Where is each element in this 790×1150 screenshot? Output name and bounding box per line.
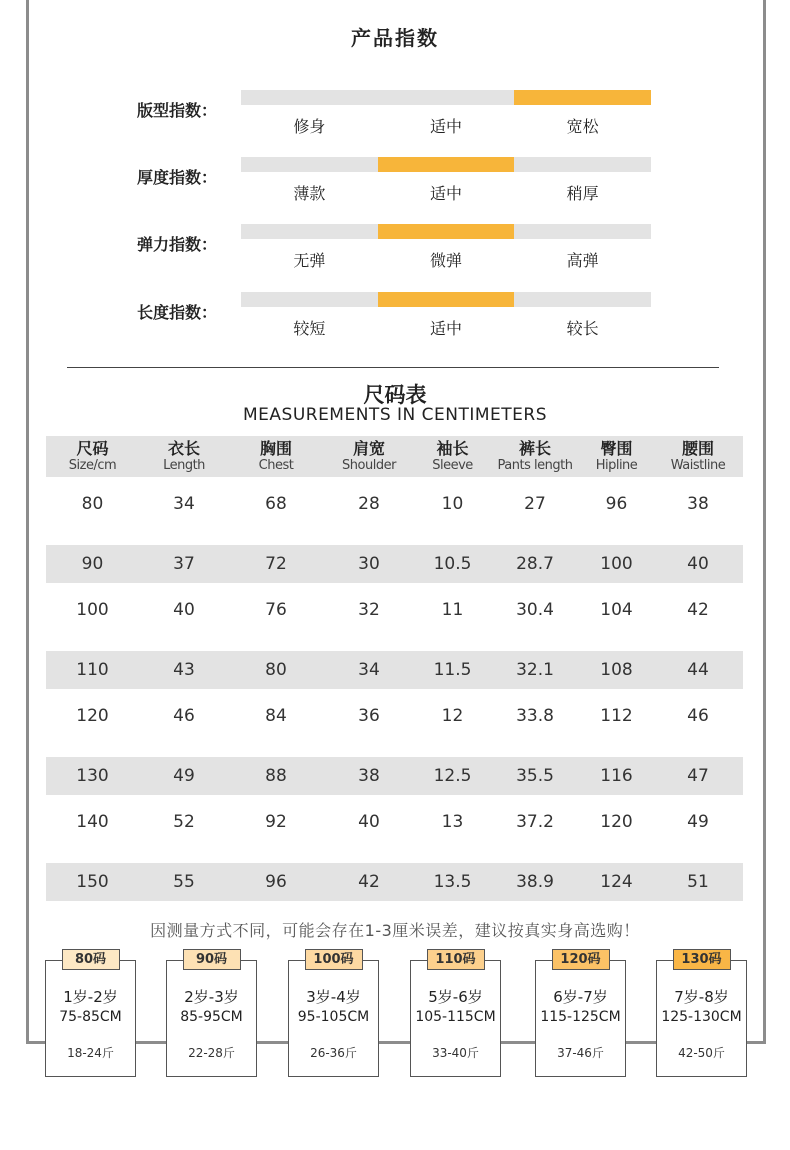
index-label: 版型指数： [137, 101, 218, 120]
card-weight-range: 26-36斤 [310, 1046, 357, 1060]
table-header-cell [415, 436, 490, 477]
size-card [535, 952, 626, 1077]
index-option-label: 较短 [293, 319, 326, 338]
table-cell: 88 [265, 766, 287, 786]
table-row [46, 545, 743, 583]
table-cell: 46 [687, 705, 709, 726]
size-table-title: 尺码表 [363, 383, 427, 407]
table-cell: 124 [600, 872, 633, 892]
table-cell: 42 [687, 599, 709, 620]
frame-bottom-border [26, 1041, 766, 1044]
index-options [241, 248, 651, 271]
index-option-label: 微弹 [430, 251, 463, 270]
table-cell: 72 [265, 554, 287, 574]
index-bar-segment [378, 90, 515, 105]
card-height-range: 95-105CM [297, 1009, 370, 1025]
index-bar [241, 157, 651, 172]
size-table [46, 436, 743, 901]
size-card [45, 952, 136, 1077]
index-options [241, 114, 651, 137]
table-cell: 100 [600, 554, 633, 574]
card-weight-range: 18-24斤 [67, 1046, 114, 1060]
measurement-note: 因测量方式不同，可能会存在1-3厘米误差，建议按真实身高选购！ [150, 921, 640, 940]
header-zh-label: 肩宽 [352, 439, 385, 458]
table-cell: 130 [76, 766, 109, 786]
card-age-range: 1岁-2岁 [63, 988, 118, 1006]
table-header-cell [46, 436, 139, 477]
table-cell: 108 [600, 660, 633, 680]
card-weight-range: 42-50斤 [678, 1046, 725, 1060]
header-en-label: Waistline [670, 458, 726, 473]
table-cell: 49 [687, 811, 709, 832]
product-index-title: 产品指数 [351, 26, 439, 50]
table-cell: 40 [358, 811, 380, 832]
card-weight-range: 22-28斤 [188, 1046, 235, 1060]
table-cell: 13.5 [433, 872, 472, 892]
table-cell: 42 [358, 872, 380, 892]
table-cell: 44 [687, 660, 709, 680]
table-cell: 34 [358, 660, 380, 680]
index-option-label: 无弹 [293, 251, 326, 270]
index-bar-active-segment [378, 224, 515, 239]
table-cell: 11 [441, 599, 464, 620]
table-cell: 51 [687, 872, 709, 892]
table-cell: 32 [358, 599, 380, 620]
index-bar [241, 292, 651, 307]
index-option-label: 高弹 [566, 251, 599, 270]
index-label: 长度指数： [137, 303, 218, 322]
header-en-label: Sleeve [432, 458, 473, 473]
table-cell: 47 [687, 766, 709, 786]
index-option-label: 薄款 [293, 184, 326, 203]
index-label: 厚度指数： [137, 168, 218, 187]
card-height-range: 75-85CM [59, 1009, 122, 1025]
size-badge: 100码 [305, 949, 363, 970]
table-cell: 49 [173, 766, 195, 786]
table-cell: 80 [81, 493, 104, 514]
table-cell: 110 [76, 660, 109, 680]
table-header-cell [580, 436, 653, 477]
table-cell: 37.2 [516, 811, 554, 832]
card-age-range: 7岁-8岁 [674, 988, 729, 1006]
size-badge: 130码 [673, 949, 731, 970]
size-table-body [46, 477, 743, 901]
size-badge: 110码 [427, 949, 485, 970]
table-cell: 36 [358, 705, 380, 726]
header-zh-label: 衣长 [167, 439, 200, 458]
index-bar-segment [514, 157, 651, 172]
index-bar [241, 224, 651, 239]
header-zh-label: 袖长 [436, 439, 469, 458]
card-height-range: 115-125CM [540, 1009, 621, 1025]
table-cell: 104 [600, 599, 633, 620]
index-row [0, 157, 790, 207]
table-cell: 38.9 [516, 872, 554, 892]
table-cell: 120 [600, 811, 633, 832]
table-cell: 28.7 [516, 554, 554, 574]
index-bar-segment [241, 292, 378, 307]
size-badge: 120码 [552, 949, 610, 970]
header-en-label: Size/cm [68, 458, 117, 473]
table-cell: 35.5 [516, 766, 554, 786]
table-cell: 46 [173, 705, 195, 726]
table-cell: 76 [265, 599, 287, 620]
index-bar-active-segment [378, 292, 515, 307]
index-row [0, 90, 790, 140]
table-cell: 27 [524, 493, 546, 514]
index-bar-segment [514, 224, 651, 239]
table-row [46, 477, 743, 530]
index-bar-segment [241, 90, 378, 105]
table-cell: 28 [358, 493, 380, 514]
table-cell: 96 [265, 872, 287, 892]
table-cell: 12.5 [433, 766, 472, 786]
table-cell: 52 [173, 811, 195, 832]
table-cell: 33.8 [516, 705, 554, 726]
table-cell: 43 [173, 660, 195, 680]
table-cell: 10.5 [433, 554, 472, 574]
table-cell: 11.5 [433, 660, 472, 680]
table-header-cell [139, 436, 229, 477]
header-en-label: Hipline [595, 458, 638, 473]
header-en-label: Pants length [497, 458, 573, 473]
section-divider [67, 367, 719, 368]
header-en-label: Length [163, 458, 205, 473]
table-header-cell [229, 436, 323, 477]
index-bar [241, 90, 651, 105]
table-row [46, 863, 743, 901]
header-en-label: Shoulder [342, 458, 396, 473]
card-age-range: 6岁-7岁 [553, 988, 608, 1006]
size-badge: 80码 [62, 949, 120, 970]
table-cell: 120 [76, 705, 109, 726]
index-option-label: 宽松 [566, 117, 599, 136]
table-cell: 13 [441, 811, 464, 832]
size-card [166, 952, 257, 1077]
index-options [241, 181, 651, 204]
index-bar-segment [241, 224, 378, 239]
card-weight-range: 37-46斤 [557, 1046, 604, 1060]
index-option-label: 修身 [293, 117, 326, 136]
table-cell: 38 [358, 766, 380, 786]
table-cell: 55 [173, 872, 195, 892]
table-cell: 116 [600, 766, 633, 786]
table-cell: 68 [265, 493, 287, 514]
card-age-range: 5岁-6岁 [428, 988, 483, 1006]
table-cell: 37 [173, 554, 195, 574]
index-row [0, 224, 790, 274]
table-cell: 96 [605, 493, 628, 514]
index-option-label: 较长 [566, 319, 599, 338]
header-zh-label: 裤长 [518, 439, 551, 458]
index-option-label: 适中 [430, 319, 463, 338]
table-cell: 40 [173, 599, 195, 620]
table-cell: 92 [265, 811, 287, 832]
table-cell: 100 [76, 599, 109, 620]
index-bar-segment [241, 157, 378, 172]
table-header-cell [653, 436, 743, 477]
table-row [46, 795, 743, 848]
table-cell: 38 [687, 493, 709, 514]
size-badge: 90码 [183, 949, 241, 970]
index-options [241, 316, 651, 339]
table-row [46, 757, 743, 795]
index-row [0, 292, 790, 342]
table-cell: 40 [687, 554, 709, 574]
table-cell: 32.1 [516, 660, 554, 680]
index-bar-segment [514, 292, 651, 307]
card-height-range: 125-130CM [661, 1009, 742, 1025]
header-zh-label: 胸围 [259, 439, 292, 458]
card-age-range: 3岁-4岁 [306, 988, 361, 1006]
header-en-label: Chest [258, 458, 294, 473]
card-weight-range: 33-40斤 [432, 1046, 479, 1060]
size-table-subtitle: MEASUREMENTS IN CENTIMETERS [242, 405, 548, 425]
table-cell: 30.4 [516, 599, 554, 620]
card-height-range: 105-115CM [415, 1009, 496, 1025]
table-header-cell [490, 436, 580, 477]
index-option-label: 适中 [430, 184, 463, 203]
index-option-label: 稍厚 [566, 184, 599, 203]
table-cell: 150 [76, 872, 109, 892]
size-card [656, 952, 747, 1077]
table-cell: 140 [76, 811, 109, 832]
card-height-range: 85-95CM [180, 1009, 243, 1025]
table-cell: 12 [441, 705, 464, 726]
header-zh-label: 尺码 [76, 439, 109, 458]
size-card [288, 952, 379, 1077]
size-card [410, 952, 501, 1077]
size-table-header [46, 436, 743, 477]
table-row [46, 651, 743, 689]
table-cell: 84 [265, 705, 287, 726]
card-age-range: 2岁-3岁 [184, 988, 239, 1006]
index-bar-active-segment [378, 157, 515, 172]
index-option-label: 适中 [430, 117, 463, 136]
header-zh-label: 臀围 [600, 439, 633, 458]
header-zh-label: 腰围 [681, 439, 714, 458]
table-cell: 112 [600, 705, 633, 726]
table-cell: 80 [265, 660, 287, 680]
table-row [46, 583, 743, 636]
index-bar-active-segment [514, 90, 651, 105]
table-cell: 90 [81, 554, 104, 574]
table-header-cell [323, 436, 415, 477]
index-label: 弹力指数： [137, 235, 218, 254]
table-cell: 34 [173, 493, 195, 514]
table-cell: 30 [358, 554, 380, 574]
table-cell: 10 [441, 493, 464, 514]
table-row [46, 689, 743, 742]
